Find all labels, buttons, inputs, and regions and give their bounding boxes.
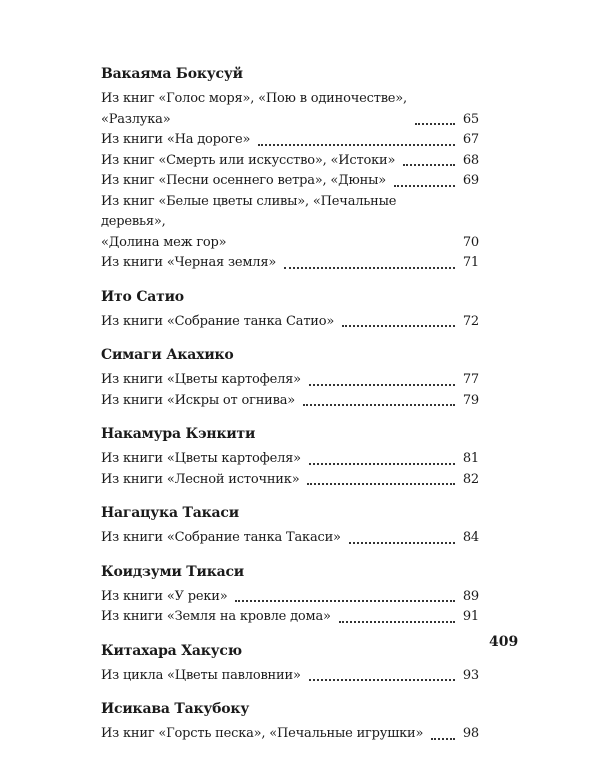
author-heading: Накамура Кэнкити (101, 426, 256, 442)
dot-leader (307, 483, 455, 485)
toc-entry[interactable] (101, 724, 479, 745)
toc-entry[interactable] (101, 312, 479, 333)
toc-entry[interactable] (101, 151, 479, 172)
entry-title: Из цикла «Цветы павловнии» (101, 667, 301, 683)
toc-entry[interactable] (101, 89, 479, 130)
toc-entry[interactable] (101, 607, 479, 628)
author-heading: Вакаяма Бокусуй (101, 66, 243, 82)
entry-title: Из книги «Собрание танка Сатио» (101, 313, 335, 329)
toc-section (101, 699, 479, 745)
entry-title: Из книги «Собрание танка Такаси» (101, 530, 341, 545)
author-heading: Исикава Такубоку (101, 701, 250, 717)
table-of-contents (101, 64, 479, 758)
entry-title: Из книг «Голос моря», «Пою в одиночестве», «Разлука» (101, 91, 407, 127)
dot-leader (403, 164, 455, 166)
entry-title: Из книг «Белые цветы сливы», «Печальные деревья», «Долина меж гор» (101, 193, 397, 250)
toc-entry[interactable] (101, 171, 479, 192)
toc-entry[interactable] (101, 192, 479, 254)
entry-page-number: 67 (462, 132, 479, 147)
entry-page-number: 84 (462, 530, 479, 545)
author-heading: Симаги Акахико (101, 347, 234, 363)
entry-title: Из книги «Земля на кровле дома» (101, 609, 331, 624)
entry-page-number: 98 (462, 726, 479, 741)
dot-leader (342, 325, 455, 327)
toc-entry[interactable] (101, 391, 479, 412)
dot-leader (235, 600, 455, 602)
toc-section (101, 287, 479, 333)
page-number: 409 (489, 634, 519, 650)
entry-page-number: 93 (462, 667, 479, 683)
dot-leader (309, 384, 455, 386)
toc-entry[interactable] (101, 587, 479, 608)
toc-section (101, 64, 479, 274)
toc-entry[interactable] (101, 130, 479, 151)
toc-section (101, 641, 479, 687)
entry-page-number: 71 (462, 255, 479, 270)
toc-section (101, 503, 479, 549)
entry-page-number: 91 (462, 609, 479, 624)
author-heading: Нагацука Такаси (101, 505, 239, 521)
dot-leader (431, 738, 455, 740)
entry-title: Из книги «Лесной источник» (101, 471, 300, 487)
toc-section (101, 562, 479, 628)
entry-title: Из книги «У реки» (101, 588, 228, 604)
author-heading: Коидзуми Тикаси (101, 563, 244, 580)
entry-page-number: 69 (462, 173, 479, 188)
toc-section (101, 424, 479, 490)
entry-page-number: 72 (462, 313, 479, 329)
toc-entry[interactable] (101, 528, 479, 549)
entry-page-number: 70 (462, 234, 479, 250)
toc-section (101, 345, 479, 411)
dot-leader (339, 621, 455, 623)
entry-page-number: 81 (462, 451, 479, 466)
author-heading: Китахара Хакусю (101, 642, 242, 659)
entry-title: Из книги «Цветы картофеля» (101, 372, 301, 387)
entry-title: Из книг «Горсть песка», «Печальные игрушки» (101, 726, 424, 741)
dot-leader (284, 267, 455, 269)
entry-page-number: 79 (462, 392, 479, 408)
toc-entry[interactable] (101, 666, 479, 687)
entry-title: Из книг «Песни осеннего ветра», «Дюны» (101, 173, 386, 188)
entry-title: Из книги «На дороге» (101, 132, 251, 147)
dot-leader (258, 144, 455, 146)
dot-leader (415, 123, 455, 125)
entry-page-number: 65 (462, 111, 479, 127)
toc-entry[interactable] (101, 253, 479, 274)
entry-page-number: 89 (462, 588, 479, 604)
toc-entry[interactable] (101, 449, 479, 470)
dot-leader (394, 185, 455, 187)
toc-entry[interactable] (101, 370, 479, 391)
dot-leader (309, 463, 455, 465)
dot-leader (303, 404, 455, 406)
dot-leader (349, 542, 455, 544)
entry-page-number: 68 (462, 152, 479, 168)
entry-title: Из книги «Черная земля» (101, 255, 277, 270)
author-heading: Ито Сатио (101, 288, 184, 305)
entry-page-number: 82 (462, 471, 479, 487)
entry-title: Из книг «Смерть или искусство», «Истоки» (101, 152, 396, 168)
dot-leader (309, 679, 455, 681)
entry-title: Из книги «Искры от огнива» (101, 392, 296, 408)
toc-entry[interactable] (101, 470, 479, 491)
entry-page-number: 77 (462, 372, 479, 387)
entry-title: Из книги «Цветы картофеля» (101, 451, 301, 466)
